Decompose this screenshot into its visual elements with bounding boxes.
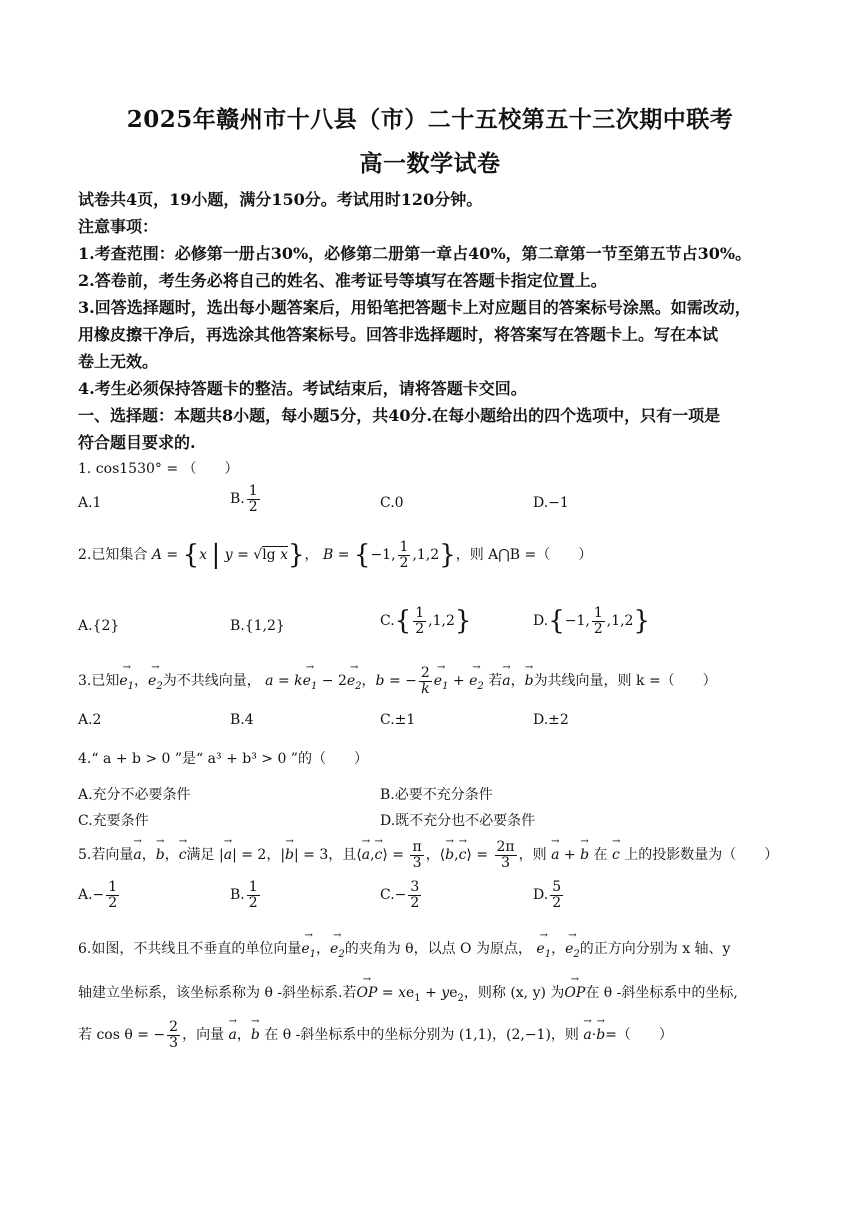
q4-option-b: B.必要不充分条件 [380,787,493,803]
q1-option-c: C.0 [380,495,404,511]
q2-option-c: C.{ $\frac{1}{2}$ ,1,2} [380,605,472,637]
q4-option-a: A.充分不必要条件 [78,787,191,803]
q3-option-b: B.4 [230,712,254,728]
question-2-stem: 2.已知集合 A = {x | y = √lg x}， B = {−1, $\frac{1}{2}$ ,1,2}，则 A⋂B =（ ） [78,539,593,571]
q5-option-c: C.− $\frac{3}{2}$ [380,879,420,911]
section-heading-cont: 符合题目要求的. [78,433,196,452]
notice-heading: 注意事项： [78,217,159,236]
exam-subtitle: 高一数学试卷 [359,150,501,177]
q4-option-c: C.充要条件 [78,813,149,829]
question-5-stem: 5.若向量→ a，→ b，→ c满足 |→ a| = 2，|→ b| = 3，且⟨→ a,→ c⟩ = $\frac{\pi}{3}$ ，⟨→ b,→ c⟩ = $\frac{2\pi}{3}$ ，则 → a + → b 在 → c 上的投影数量为（ ） [78,840,778,870]
note-4: 4.考生必须保持答题卡的整洁。考试结束后，请将答题卡交回。 [78,379,527,398]
question-4-stem: 4.“ a + b > 0 ”是“ a³ + b³ > 0 ”的（ ） [78,751,368,767]
q5-option-a: A.− $\frac{1}{2}$ [78,879,118,911]
q3-option-a: A.2 [78,712,102,728]
note-3: 3.回答选择题时，选出每小题答案后，用铅笔把答题卡上对应题目的答案标号涂黑。如需改动， [78,298,751,317]
q3-option-d: D.±2 [533,712,569,728]
note-1: 1.考查范围：必修第一册占30%，必修第二册第一章占40%，第二章第一节至第五节占30%。 [78,244,752,263]
q5-option-b: B. $\frac{1}{2}$ [230,879,258,911]
exam-summary: 试卷共4页，19小题，满分150分。考试用时120分钟。 [78,190,483,209]
note-3-end: 卷上无效。 [78,352,159,371]
q2-option-a: A.{2} [78,618,120,634]
q4-option-d: D.既不充分也不必要条件 [380,813,536,829]
q1-option-d: D.−1 [533,495,569,511]
question-6-line-2: 轴建立坐标系，该坐标系称为 θ -斜坐标系.若→ OP = $xe_1 + ye_2$，则称 (x, y) 为→ OP在 θ -斜坐标系中的坐标, [78,982,738,1004]
question-1-stem: 1. cos1530° = （ ） [78,461,239,477]
q2-option-b: B.{1,2} [230,618,285,634]
q1-option-b: B. $\frac{1}{2}$ [230,483,258,515]
q1-option-a: A.1 [78,495,102,511]
note-2: 2.答卷前，考生务必将自己的姓名、准考证号等填写在答题卡指定位置上。 [78,271,607,290]
section-heading: 一、选择题：本题共8小题，每小题5分，共40分.在每小题给出的四个选项中，只有一项是 [78,406,721,425]
q3-option-c: C.±1 [380,712,416,728]
question-6-line-1: 6.如图，不共线且不垂直的单位向量→ $e_1$，→ $e_2$的夹角为 θ，以点 O 为原点， → $e_1$，→ $e_2$的正方向分别为 x 轴、y [78,938,730,960]
q5-option-d: D. $\frac{5}{2}$ [533,879,562,911]
question-3-stem: 3.已知→ $e_1$，→ $e_2$为不共线向量， $a = k\to e_1 - 2\to e_2$，b = − $\frac{2}{k}$ → $e_1$ + → $e_2$ 若→ a，→ b为共线向量，则 k =（ ） [78,666,717,696]
exam-title: 2025年赣州市十八县（市）二十五校第五十三次期中联考 [126,106,734,133]
question-6-line-3: 若 cos θ = − $\frac{2}{3}$ ，向量 → a，→ b 在 θ -斜坐标系中的坐标分别为 (1,1)，(2,−1)，则 → a·→ b=（ ） [78,1020,673,1050]
note-3-cont: 用橡皮擦干净后，再选涂其他答案标号。回答非选择题时，将答案写在答题卡上。写在本试 [78,325,719,344]
q2-option-d: D.{−1, $\frac{1}{2}$ ,1,2} [533,605,651,637]
